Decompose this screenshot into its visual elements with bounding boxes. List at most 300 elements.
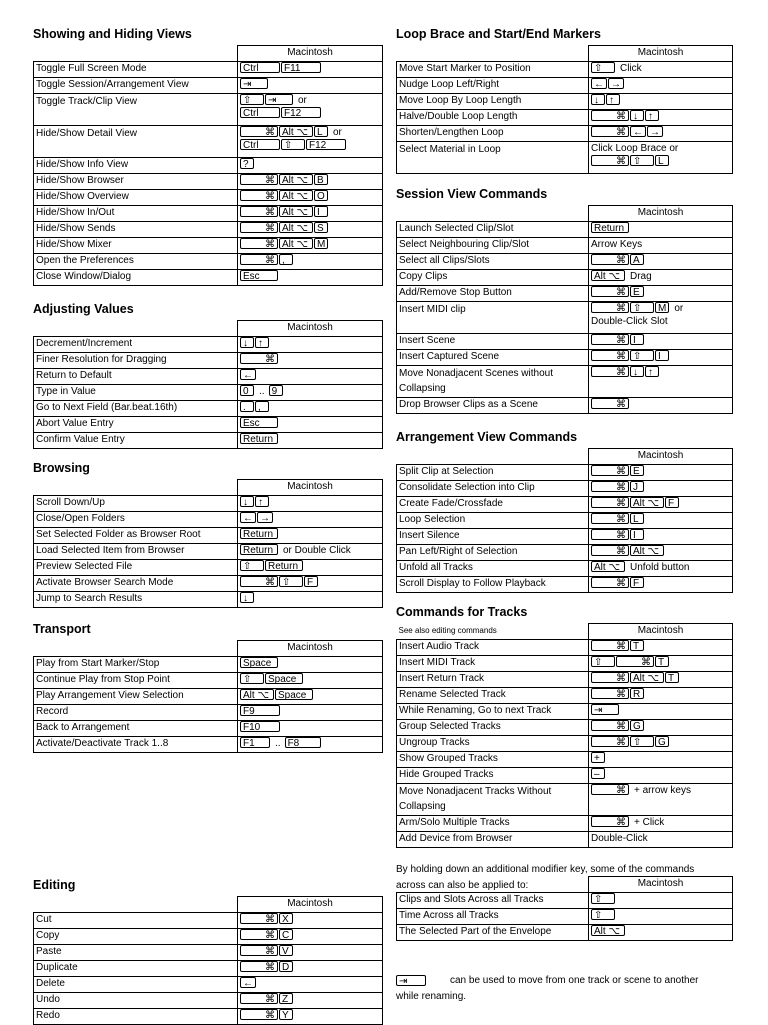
shortcut-action-label: Hide/Show Info View: [34, 158, 238, 174]
shortcut-keys: [238, 592, 383, 608]
key-symbol-icon: ⇥: [591, 704, 619, 715]
key-f10-icon: F10: [240, 721, 280, 732]
key-symbol-icon: ⌘: [240, 126, 278, 137]
key-symbol-icon: ↓: [630, 110, 644, 121]
shortcut-row: [397, 529, 733, 545]
key-symbol-icon: ↓: [240, 337, 254, 348]
shortcut-keys: [238, 657, 383, 673]
shortcut-keys: [589, 688, 733, 704]
shortcut-row: [397, 545, 733, 561]
shortcut-action-label: Continue Play from Stop Point: [34, 673, 238, 689]
key-symbol-icon: ⌘: [591, 529, 629, 540]
shortcut-keys: [589, 302, 733, 334]
shortcut-keys: [238, 721, 383, 737]
key-symbol-icon: ⇧: [240, 673, 264, 684]
shortcut-row: [34, 417, 383, 433]
shortcut-action-label: Hide/Show Detail View: [34, 126, 238, 158]
shortcut-action-label: Activate Browser Search Mode: [34, 576, 238, 592]
shortcut-keys: [589, 286, 733, 302]
key-symbol-icon: ⇧: [630, 155, 654, 166]
key-symbol-icon: ⌘: [591, 640, 629, 651]
shortcut-row: [34, 190, 383, 206]
shortcut-row: [34, 721, 383, 737]
shortcut-row: [397, 481, 733, 497]
shortcut-keys: [238, 576, 383, 592]
shortcut-keys: [238, 673, 383, 689]
key-symbol-icon: ⌘: [591, 497, 629, 508]
key-symbol-icon: ⌘: [240, 206, 278, 217]
key-f-icon: F: [630, 577, 644, 588]
key-alt-icon: Alt ⌥: [591, 270, 625, 281]
key-g-icon: G: [655, 736, 669, 747]
shortcut-row: [397, 366, 733, 398]
shortcut-table-arrangement: [396, 448, 733, 593]
key-symbol-icon: ↑: [645, 110, 659, 121]
shortcut-keys: [589, 94, 733, 110]
shortcut-row: [397, 286, 733, 302]
shortcut-keys: [589, 768, 733, 784]
key-symbol-icon: ⇧: [630, 302, 654, 313]
shortcut-action-label: Drop Browser Clips as a Scene: [397, 398, 589, 414]
section-title-session: Session View Commands: [396, 187, 548, 201]
shortcut-action-label: Toggle Session/Arrangement View: [34, 78, 238, 94]
shortcut-row: [34, 433, 383, 449]
tab-note: [396, 973, 716, 1005]
shortcut-keys: [238, 337, 383, 353]
shortcut-action-label: Move Start Marker to Position: [397, 62, 589, 78]
shortcut-action-label: Select Neighbouring Clip/Slot: [397, 238, 589, 254]
header-spacer: [397, 46, 589, 62]
key-i-icon: I: [630, 529, 644, 540]
shortcut-action-label: Create Fade/Crossfade: [397, 497, 589, 513]
shortcut-action-label: Play Arrangement View Selection: [34, 689, 238, 705]
shortcut-action-label: Activate/Deactivate Track 1..8: [34, 737, 238, 753]
shortcut-table-editing: [33, 896, 383, 1025]
shortcut-text: ..: [275, 738, 281, 749]
section-browsing: [33, 461, 383, 608]
key-t-icon: T: [665, 672, 679, 683]
shortcut-row: [397, 513, 733, 529]
key-symbol-icon: ⌘: [591, 816, 629, 827]
shortcut-row: [397, 893, 733, 909]
shortcut-row: [34, 337, 383, 353]
shortcut-text: + arrow keys: [634, 785, 691, 796]
shortcut-keys: [589, 497, 733, 513]
shortcut-keys: [238, 353, 383, 369]
key-symbol-icon: ⌘: [591, 545, 629, 556]
shortcut-table-modifier: [396, 876, 733, 941]
key-symbol-icon: ←: [630, 126, 646, 137]
shortcut-row: [34, 62, 383, 78]
key-alt-icon: Alt ⌥: [591, 925, 625, 936]
shortcut-table-loop: [396, 45, 733, 174]
shortcut-keys: [589, 238, 733, 254]
shortcut-action-label: Type in Value: [34, 385, 238, 401]
shortcut-action-label: Insert Captured Scene: [397, 350, 589, 366]
shortcut-row: [397, 656, 733, 672]
shortcut-row: [397, 302, 733, 334]
shortcut-action-label: Copy Clips: [397, 270, 589, 286]
shortcut-row: [397, 142, 733, 174]
shortcut-action-label: Pan Left/Right of Selection: [397, 545, 589, 561]
shortcut-text: Double-Click: [591, 833, 648, 844]
key-return-icon: Return: [265, 560, 303, 571]
shortcut-row: [34, 977, 383, 993]
shortcut-action-label: Show Grouped Tracks: [397, 752, 589, 768]
header-spacer: [397, 449, 589, 465]
shortcut-action-label: Close/Open Folders: [34, 512, 238, 528]
shortcut-action-label: Abort Value Entry: [34, 417, 238, 433]
key-return-icon: Return: [240, 544, 278, 555]
key-ctrl-icon: Ctrl: [240, 107, 280, 118]
shortcut-action-label: Delete: [34, 977, 238, 993]
shortcut-row: [397, 768, 733, 784]
section-modifier-keys: [396, 876, 733, 941]
shortcut-row: [397, 497, 733, 513]
shortcut-action-label: Paste: [34, 945, 238, 961]
shortcut-action-label: Time Across all Tracks: [397, 909, 589, 925]
key-f11-icon: F11: [281, 62, 321, 73]
key-i-icon: I: [314, 206, 328, 217]
shortcut-keys: [238, 385, 383, 401]
key-symbol-icon: ⇧: [240, 94, 264, 105]
shortcut-text: Click Loop Brace or: [591, 143, 679, 154]
shortcut-keys: [589, 110, 733, 126]
key-alt-icon: Alt ⌥: [630, 545, 664, 556]
shortcut-row: [397, 270, 733, 286]
section-title-tracks: Commands for Tracks: [396, 605, 528, 619]
key-space-icon: Space: [265, 673, 303, 684]
shortcut-keys: [589, 398, 733, 414]
section-subtitle: See also editing commands: [397, 624, 589, 640]
shortcut-keys: [589, 545, 733, 561]
key-r-icon: R: [630, 688, 644, 699]
shortcut-row: [397, 126, 733, 142]
column-header-macintosh: Macintosh: [589, 449, 733, 465]
key-symbol-icon: ⌘: [591, 577, 629, 588]
shortcut-row: [34, 353, 383, 369]
column-header-macintosh: Macintosh: [238, 480, 383, 496]
shortcut-action-label: Hide/Show Overview: [34, 190, 238, 206]
key-alt-icon: Alt ⌥: [279, 238, 313, 249]
shortcut-row: [397, 62, 733, 78]
shortcut-row: [34, 512, 383, 528]
key-symbol-icon: ⌘: [240, 238, 278, 249]
key-symbol-icon: ⌘: [240, 993, 278, 1004]
shortcut-keys: [238, 417, 383, 433]
shortcut-action-label: Shorten/Lengthen Loop: [397, 126, 589, 142]
shortcut-row: [34, 929, 383, 945]
shortcut-row: [34, 560, 383, 576]
key-symbol-icon: ⌘: [240, 222, 278, 233]
key-f12-icon: F12: [281, 107, 321, 118]
shortcut-action-label: Copy: [34, 929, 238, 945]
key-symbol-icon: ⌘: [240, 353, 278, 364]
key-o-icon: O: [314, 190, 328, 201]
key-symbol-icon: ⌘: [591, 302, 629, 313]
key-alt-icon: Alt ⌥: [279, 126, 313, 137]
section-title-arrangement: Arrangement View Commands: [396, 430, 578, 444]
shortcut-row: [397, 688, 733, 704]
key-symbol-icon: –: [591, 768, 605, 779]
shortcut-action-label: Hide/Show Mixer: [34, 238, 238, 254]
key-alt-icon: Alt ⌥: [279, 174, 313, 185]
key-symbol-icon: ⌘: [591, 720, 629, 731]
key-symbol-icon: ←: [240, 977, 256, 988]
shortcut-action-label: Record: [34, 705, 238, 721]
shortcut-keys: [238, 689, 383, 705]
shortcut-keys: [589, 736, 733, 752]
shortcut-action-label: Loop Selection: [397, 513, 589, 529]
shortcut-keys: [238, 174, 383, 190]
shortcut-action-label: Insert Silence: [397, 529, 589, 545]
shortcut-action-label: Back to Arrangement: [34, 721, 238, 737]
key-symbol-icon: ⌘: [591, 736, 629, 747]
shortcut-action-label: Insert Return Track: [397, 672, 589, 688]
shortcut-keys: [238, 238, 383, 254]
shortcut-row: [34, 401, 383, 417]
shortcut-action-label: Duplicate: [34, 961, 238, 977]
key-symbol-icon: ⌘: [591, 784, 629, 795]
key-symbol-icon: ⇧: [630, 350, 654, 361]
key-symbol-icon: ⌘: [591, 398, 629, 409]
shortcut-text: Double-Click Slot: [591, 316, 668, 327]
shortcut-keys: [238, 126, 383, 158]
key-symbol-icon: ⇧: [281, 139, 305, 150]
key-symbol-icon: ←: [240, 369, 256, 380]
key-symbol-icon: ⇧: [591, 909, 615, 920]
key-l-icon: L: [314, 126, 328, 137]
shortcut-row: [34, 689, 383, 705]
column-header-macintosh: Macintosh: [589, 624, 733, 640]
shortcut-action-label: Jump to Search Results: [34, 592, 238, 608]
shortcut-action-label: Go to Next Field (Bar.beat.16th): [34, 401, 238, 417]
shortcut-keys: [238, 945, 383, 961]
shortcut-action-label: Unfold all Tracks: [397, 561, 589, 577]
shortcut-keys: [238, 62, 383, 78]
tab-key-icon: ⇥: [396, 975, 426, 986]
key-esc-icon: Esc: [240, 270, 278, 281]
shortcut-action-label: Set Selected Folder as Browser Root: [34, 528, 238, 544]
shortcut-row: [397, 254, 733, 270]
key-symbol-icon: →: [647, 126, 663, 137]
shortcut-action-label: Select all Clips/Slots: [397, 254, 589, 270]
shortcut-row: [34, 705, 383, 721]
key-space-icon: Space: [275, 689, 313, 700]
key-symbol-icon: ↓: [240, 496, 254, 507]
key-symbol-icon: ⌘: [616, 656, 654, 667]
key-f9-icon: F9: [240, 705, 280, 716]
shortcut-action-label: Finer Resolution for Dragging: [34, 353, 238, 369]
section-editing: [33, 878, 383, 1025]
shortcut-keys: [589, 513, 733, 529]
key-alt-icon: Alt ⌥: [279, 190, 313, 201]
shortcut-action-label: Redo: [34, 1009, 238, 1025]
shortcut-keys: [238, 977, 383, 993]
tab-note-text: can be used to move from one track or scene to another while renaming.: [396, 975, 699, 1002]
shortcut-keys: [238, 560, 383, 576]
shortcut-keys: [238, 190, 383, 206]
shortcut-action-label: Confirm Value Entry: [34, 433, 238, 449]
shortcut-text: Unfold button: [630, 562, 690, 573]
shortcut-action-label: Scroll Down/Up: [34, 496, 238, 512]
shortcut-keys: [238, 737, 383, 753]
key-alt-icon: Alt ⌥: [630, 672, 664, 683]
shortcut-row: [397, 720, 733, 736]
key-symbol-icon: ⌘: [240, 929, 278, 940]
key-i-icon: I: [630, 334, 644, 345]
shortcut-keys: [589, 720, 733, 736]
key-f8-icon: F8: [285, 737, 321, 748]
key-symbol-icon: ⇥: [240, 78, 268, 89]
shortcut-action-label: Insert Audio Track: [397, 640, 589, 656]
shortcut-table-transport: [33, 640, 383, 753]
key-symbol-icon: ⌘: [591, 481, 629, 492]
section-title-editing: Editing: [33, 878, 76, 892]
shortcut-keys: [238, 544, 383, 560]
shortcut-action-label: Insert MIDI clip: [397, 302, 589, 334]
shortcut-keys: [589, 752, 733, 768]
key-symbol-icon: ⌘: [240, 961, 278, 972]
shortcut-action-label: Move Nonadjacent Tracks Without Collapsing: [397, 784, 589, 816]
shortcut-row: [397, 561, 733, 577]
shortcut-action-label: Move Loop By Loop Length: [397, 94, 589, 110]
key-symbol-icon: ⌘: [591, 254, 629, 265]
shortcut-row: [397, 350, 733, 366]
section-loop-brace: [396, 27, 733, 174]
key-symbol-icon: ⌘: [591, 155, 629, 166]
shortcut-row: [34, 913, 383, 929]
shortcut-action-label: Load Selected Item from Browser: [34, 544, 238, 560]
shortcut-row: [397, 577, 733, 593]
key-symbol-icon: ↓: [240, 592, 254, 603]
shortcut-action-label: Add Device from Browser: [397, 832, 589, 848]
key-symbol-icon: ⌘: [240, 945, 278, 956]
key-symbol-icon: →: [257, 512, 273, 523]
header-spacer: [34, 480, 238, 496]
key-alt-icon: Alt ⌥: [240, 689, 274, 700]
key-symbol-icon: ⌘: [591, 366, 629, 377]
shortcut-table-tracks: [396, 623, 733, 848]
shortcut-keys: [238, 512, 383, 528]
shortcut-action-label: Launch Selected Clip/Slot: [397, 222, 589, 238]
key-symbol-icon: .: [240, 401, 254, 412]
shortcut-row: [397, 816, 733, 832]
key-l-icon: L: [630, 513, 644, 524]
shortcut-action-label: Consolidate Selection into Clip: [397, 481, 589, 497]
shortcut-row: [34, 576, 383, 592]
shortcut-row: [34, 78, 383, 94]
key-alt-icon: Alt ⌥: [630, 497, 664, 508]
shortcut-keys: [589, 254, 733, 270]
shortcut-keys: [238, 369, 383, 385]
shortcut-action-label: Arm/Solo Multiple Tracks: [397, 816, 589, 832]
shortcut-row: [34, 945, 383, 961]
column-header-macintosh: Macintosh: [589, 46, 733, 62]
shortcut-action-label: Play from Start Marker/Stop: [34, 657, 238, 673]
shortcut-row: [397, 752, 733, 768]
key-symbol-icon: ↑: [255, 496, 269, 507]
shortcut-action-label: While Renaming, Go to next Track: [397, 704, 589, 720]
shortcut-keys: [238, 433, 383, 449]
shortcut-row: [34, 737, 383, 753]
shortcut-row: [397, 465, 733, 481]
key-a-icon: A: [630, 254, 644, 265]
shortcut-keys: [238, 158, 383, 174]
key-symbol-icon: ⇥: [265, 94, 293, 105]
shortcut-keys: [589, 640, 733, 656]
key-symbol-icon: ↑: [606, 94, 620, 105]
key-symbol-icon: ⌘: [591, 350, 629, 361]
shortcut-action-label: Rename Selected Track: [397, 688, 589, 704]
key-c-icon: C: [279, 929, 293, 940]
shortcut-action-label: Hide Grouped Tracks: [397, 768, 589, 784]
key-f-icon: F: [304, 576, 318, 587]
section-showing-hiding-views: [33, 27, 383, 286]
shortcut-row: [34, 592, 383, 608]
shortcut-keys: [238, 270, 383, 286]
key-0-icon: 0: [240, 385, 254, 396]
shortcut-keys: [238, 929, 383, 945]
shortcut-keys: [589, 126, 733, 142]
section-title-showing: Showing and Hiding Views: [33, 27, 192, 41]
shortcut-action-label: Select Material in Loop: [397, 142, 589, 174]
key-m-icon: M: [655, 302, 669, 313]
key-return-icon: Return: [240, 433, 278, 444]
key-symbol-icon: ⌘: [240, 190, 278, 201]
shortcut-keys: [238, 705, 383, 721]
shortcut-keys: [589, 78, 733, 94]
shortcut-action-label: Insert MIDI Track: [397, 656, 589, 672]
shortcut-action-label: Decrement/Increment: [34, 337, 238, 353]
column-header-macintosh: Macintosh: [238, 897, 383, 913]
key-y-icon: Y: [279, 1009, 293, 1020]
shortcut-row: [34, 254, 383, 270]
header-spacer: [397, 877, 589, 893]
key-ctrl-icon: Ctrl: [240, 62, 280, 73]
key-e-icon: E: [630, 286, 644, 297]
column-header-macintosh: Macintosh: [238, 46, 383, 62]
shortcut-row: [34, 238, 383, 254]
key-t-icon: T: [655, 656, 669, 667]
shortcut-row: [397, 222, 733, 238]
column-header-macintosh: Macintosh: [238, 321, 383, 337]
shortcut-row: [34, 222, 383, 238]
shortcut-keys: [589, 334, 733, 350]
shortcut-row: [34, 385, 383, 401]
shortcut-row: [397, 398, 733, 414]
shortcut-keys: [589, 893, 733, 909]
key-m-icon: M: [314, 238, 328, 249]
column-header-macintosh: Macintosh: [238, 641, 383, 657]
shortcut-table-browsing: [33, 479, 383, 608]
shortcut-row: [397, 672, 733, 688]
shortcut-keys: [589, 465, 733, 481]
header-spacer: [34, 641, 238, 657]
section-title-transport: Transport: [33, 622, 91, 636]
key-symbol-icon: ,: [279, 254, 293, 265]
column-header-macintosh: Macintosh: [589, 877, 733, 893]
key-symbol-icon: ⌘: [240, 1009, 278, 1020]
shortcut-row: [397, 640, 733, 656]
key-symbol-icon: ⇧: [630, 736, 654, 747]
shortcut-keys: [589, 62, 733, 78]
shortcut-keys: [238, 1009, 383, 1025]
shortcut-action-label: Cut: [34, 913, 238, 929]
key-x-icon: X: [279, 913, 293, 924]
shortcut-row: [34, 369, 383, 385]
shortcut-action-label: Move Nonadjacent Scenes without Collapsing: [397, 366, 589, 398]
